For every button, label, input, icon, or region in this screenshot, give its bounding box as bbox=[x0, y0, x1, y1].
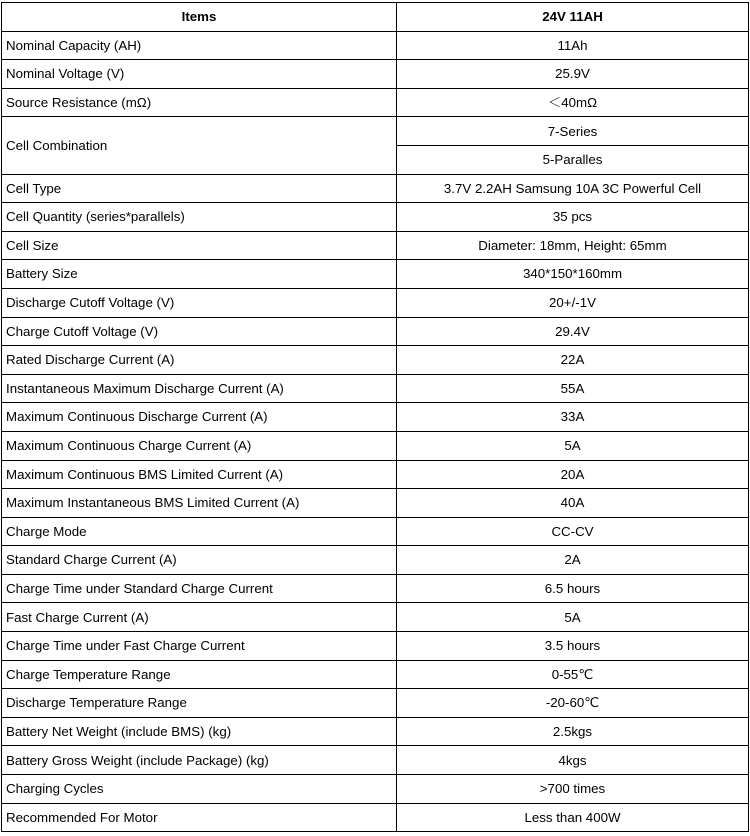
table-row bbox=[2, 517, 749, 546]
spec-label: Maximum Continuous BMS Limited Current (A) bbox=[2, 460, 397, 489]
spec-value: 5-Paralles bbox=[397, 145, 749, 174]
spec-value: 40A bbox=[397, 489, 749, 518]
table-row bbox=[2, 431, 749, 460]
table-row bbox=[2, 717, 749, 746]
spec-value: 20+/-1V bbox=[397, 288, 749, 317]
header-row bbox=[2, 3, 749, 32]
spec-label: Maximum Continuous Discharge Current (A) bbox=[2, 403, 397, 432]
spec-value: 5A bbox=[397, 603, 749, 632]
spec-label: Instantaneous Maximum Discharge Current (A) bbox=[2, 374, 397, 403]
table-row bbox=[2, 574, 749, 603]
spec-value: 6.5 hours bbox=[397, 574, 749, 603]
spec-label: Charge Time under Standard Charge Current bbox=[2, 574, 397, 603]
spec-value: 11Ah bbox=[397, 31, 749, 60]
header-model: 24V 11AH bbox=[397, 3, 749, 32]
spec-label: Maximum Continuous Charge Current (A) bbox=[2, 431, 397, 460]
spec-value: 25.9V bbox=[397, 60, 749, 89]
spec-label: Cell Type bbox=[2, 174, 397, 203]
spec-label: Standard Charge Current (A) bbox=[2, 546, 397, 575]
table-row bbox=[2, 203, 749, 232]
spec-value: 29.4V bbox=[397, 317, 749, 346]
table-row bbox=[2, 775, 749, 804]
spec-value: 340*150*160mm bbox=[397, 260, 749, 289]
spec-value: 7-Series bbox=[397, 117, 749, 146]
table-row bbox=[2, 632, 749, 661]
spec-value: 35 pcs bbox=[397, 203, 749, 232]
table-row bbox=[2, 288, 749, 317]
table-row bbox=[2, 346, 749, 375]
table-row bbox=[2, 374, 749, 403]
table-row bbox=[2, 31, 749, 60]
spec-label: Source Resistance (mΩ) bbox=[2, 88, 397, 117]
spec-label: Charging Cycles bbox=[2, 775, 397, 804]
spec-value: 2.5kgs bbox=[397, 717, 749, 746]
spec-table bbox=[1, 2, 749, 832]
spec-label: Charge Temperature Range bbox=[2, 660, 397, 689]
spec-value: 55A bbox=[397, 374, 749, 403]
table-row bbox=[2, 260, 749, 289]
spec-label: Cell Quantity (series*parallels) bbox=[2, 203, 397, 232]
table-row bbox=[2, 546, 749, 575]
table-row bbox=[2, 603, 749, 632]
spec-label: Cell Combination bbox=[2, 117, 397, 174]
spec-value: 0-55℃ bbox=[397, 660, 749, 689]
header-items: Items bbox=[2, 3, 397, 32]
spec-value: CC-CV bbox=[397, 517, 749, 546]
spec-value: 4kgs bbox=[397, 746, 749, 775]
spec-label: Battery Size bbox=[2, 260, 397, 289]
spec-value: 3.5 hours bbox=[397, 632, 749, 661]
spec-label: Maximum Instantaneous BMS Limited Current (A) bbox=[2, 489, 397, 518]
spec-label: Cell Size bbox=[2, 231, 397, 260]
spec-label: Nominal Voltage (V) bbox=[2, 60, 397, 89]
table-row bbox=[2, 403, 749, 432]
spec-value: >700 times bbox=[397, 775, 749, 804]
spec-label: Discharge Temperature Range bbox=[2, 689, 397, 718]
spec-label: Battery Gross Weight (include Package) (kg) bbox=[2, 746, 397, 775]
spec-value: 33A bbox=[397, 403, 749, 432]
spec-body bbox=[2, 31, 749, 832]
spec-value: Less than 400W bbox=[397, 803, 749, 832]
spec-value: 20A bbox=[397, 460, 749, 489]
spec-label: Charge Mode bbox=[2, 517, 397, 546]
table-row bbox=[2, 660, 749, 689]
spec-label: Discharge Cutoff Voltage (V) bbox=[2, 288, 397, 317]
table-row bbox=[2, 803, 749, 832]
table-row bbox=[2, 489, 749, 518]
table-row bbox=[2, 174, 749, 203]
spec-label: Charge Cutoff Voltage (V) bbox=[2, 317, 397, 346]
spec-value: 5A bbox=[397, 431, 749, 460]
table-row bbox=[2, 460, 749, 489]
table-row bbox=[2, 689, 749, 718]
spec-label: Battery Net Weight (include BMS) (kg) bbox=[2, 717, 397, 746]
spec-label: Charge Time under Fast Charge Current bbox=[2, 632, 397, 661]
table-row bbox=[2, 231, 749, 260]
table-row bbox=[2, 746, 749, 775]
spec-label: Recommended For Motor bbox=[2, 803, 397, 832]
spec-value: 22A bbox=[397, 346, 749, 375]
table-row bbox=[2, 88, 749, 117]
table-row bbox=[2, 317, 749, 346]
spec-label: Rated Discharge Current (A) bbox=[2, 346, 397, 375]
spec-value: ＜40mΩ bbox=[397, 88, 749, 117]
spec-value: 2A bbox=[397, 546, 749, 575]
table-row bbox=[2, 60, 749, 89]
spec-label: Nominal Capacity (AH) bbox=[2, 31, 397, 60]
table-row-cell-combination bbox=[2, 117, 749, 146]
spec-label: Fast Charge Current (A) bbox=[2, 603, 397, 632]
spec-value: Diameter: 18mm, Height: 65mm bbox=[397, 231, 749, 260]
spec-value: 3.7V 2.2AH Samsung 10A 3C Powerful Cell bbox=[397, 174, 749, 203]
spec-value: -20-60℃ bbox=[397, 689, 749, 718]
